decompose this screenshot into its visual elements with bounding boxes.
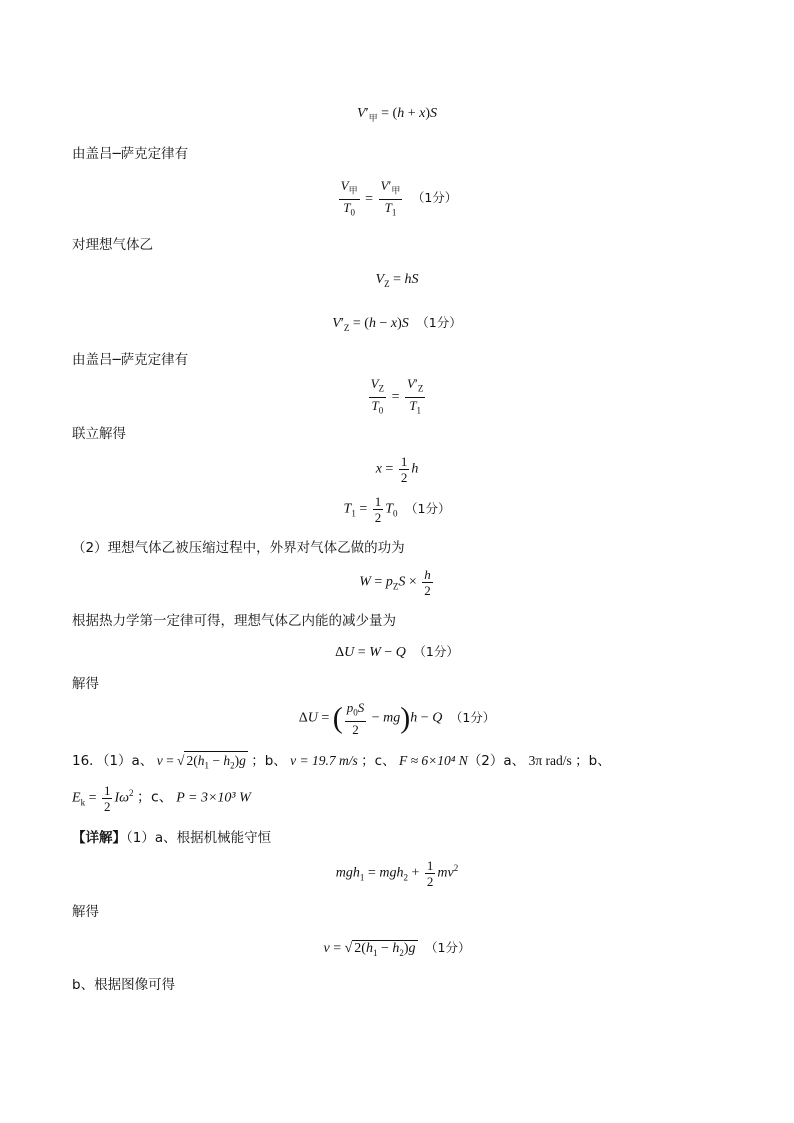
- equation-velocity: v = √ $2(h_1 - h_2)g$ （1分）: [323, 940, 471, 958]
- q16-force: F ≈ 6×10⁴ N: [398, 753, 468, 768]
- equation-v-jia-prime: $V'_甲 = (h + x)S$: [357, 106, 437, 123]
- text-detail: [72, 829, 271, 847]
- equation-gay-lussac-yi: $\frac{V_Z}{T_0}$ = $\frac{V'_Z}{T_1}$: [370, 376, 424, 416]
- text-solve-joint: 联立解得: [72, 426, 126, 442]
- score-label: （1分）: [413, 644, 459, 659]
- score-label: （1分）: [449, 709, 496, 725]
- score-label: （1分）: [416, 315, 462, 330]
- q16-sep-b2: ；b、: [575, 753, 611, 769]
- equation-x: x = $\frac{1}{2}$ h: [375, 454, 419, 485]
- equation-work: $W = p_ZS$ × $\frac{h}{2}$: [359, 567, 431, 598]
- text-gay-lussac-2: 由盖吕─萨克定律有: [72, 352, 189, 368]
- q16-sep-c: ；c、: [361, 753, 396, 769]
- q16-answer-line-2: $E_k$ = $\frac{1}{2}$ $I\omega^2$ ；c、 P = 3×10³ W: [72, 783, 251, 814]
- q16-omega: 3π rad/s: [528, 753, 572, 768]
- q16-sep-b: ；b、: [251, 753, 287, 769]
- text-solve: 解得: [72, 676, 99, 692]
- equation-gay-lussac-jia: $\frac{V_甲}{T_0}$ = $\frac{V'_甲}{T_1}$ （1分）: [340, 178, 458, 218]
- text-solve-2: 解得: [72, 904, 99, 920]
- q16-answer-line-1: 16．（1）a、 v = √ $2(h_1 - h_2)g$ ；b、 v = 19.7 m/s ；c、 F ≈ 6×10⁴ N（2）a、 3π rad/s ；b、: [72, 751, 611, 775]
- equation-v-yi-prime: $V'_Z = (h - x)S$ （1分）: [332, 315, 462, 333]
- detail-label: 【详解】: [72, 830, 126, 846]
- text-gay-lussac-1: 由盖吕─萨克定律有: [72, 146, 189, 162]
- q16-part1-label: （1）a、: [102, 753, 154, 769]
- q16-velocity: v = 19.7 m/s: [290, 753, 358, 768]
- text-gas-b: 对理想气体乙: [72, 237, 153, 253]
- equation-v-yi: $V_Z$ = hS: [375, 272, 419, 289]
- score-label: （1分）: [425, 940, 471, 955]
- q16-number: 16．: [72, 753, 103, 769]
- score-label: （1分）: [411, 190, 458, 206]
- detail-text: （1）a、根据机械能守恒: [126, 830, 272, 846]
- text-b-graph: b、根据图像可得: [72, 977, 176, 993]
- q16-sep-c2: ；c、: [137, 789, 173, 806]
- q16-power: P = 3×10³ W: [176, 790, 251, 806]
- text-part2-intro: （2）理想气体乙被压缩过程中，外界对气体乙做的功为: [72, 540, 405, 556]
- score-label: （1分）: [405, 500, 451, 516]
- q16-part2-label: （2）a、: [467, 753, 526, 769]
- equation-delta-u-2: ΔU = ( $\frac{p_0S}{2}$ − mg)h − Q （1分）: [298, 700, 496, 737]
- equation-t1: $T_1$ = $\frac{1}{2}$ $T_0$ （1分）: [343, 494, 451, 525]
- equation-energy: mgh$_1$ = mgh$_2$ + $\frac{1}{2}$ $mv^2$: [335, 858, 459, 889]
- equation-delta-u-1: ΔU = W − Q （1分）: [335, 644, 459, 660]
- text-first-law: 根据热力学第一定律可得，理想气体乙内能的减少量为: [72, 613, 396, 629]
